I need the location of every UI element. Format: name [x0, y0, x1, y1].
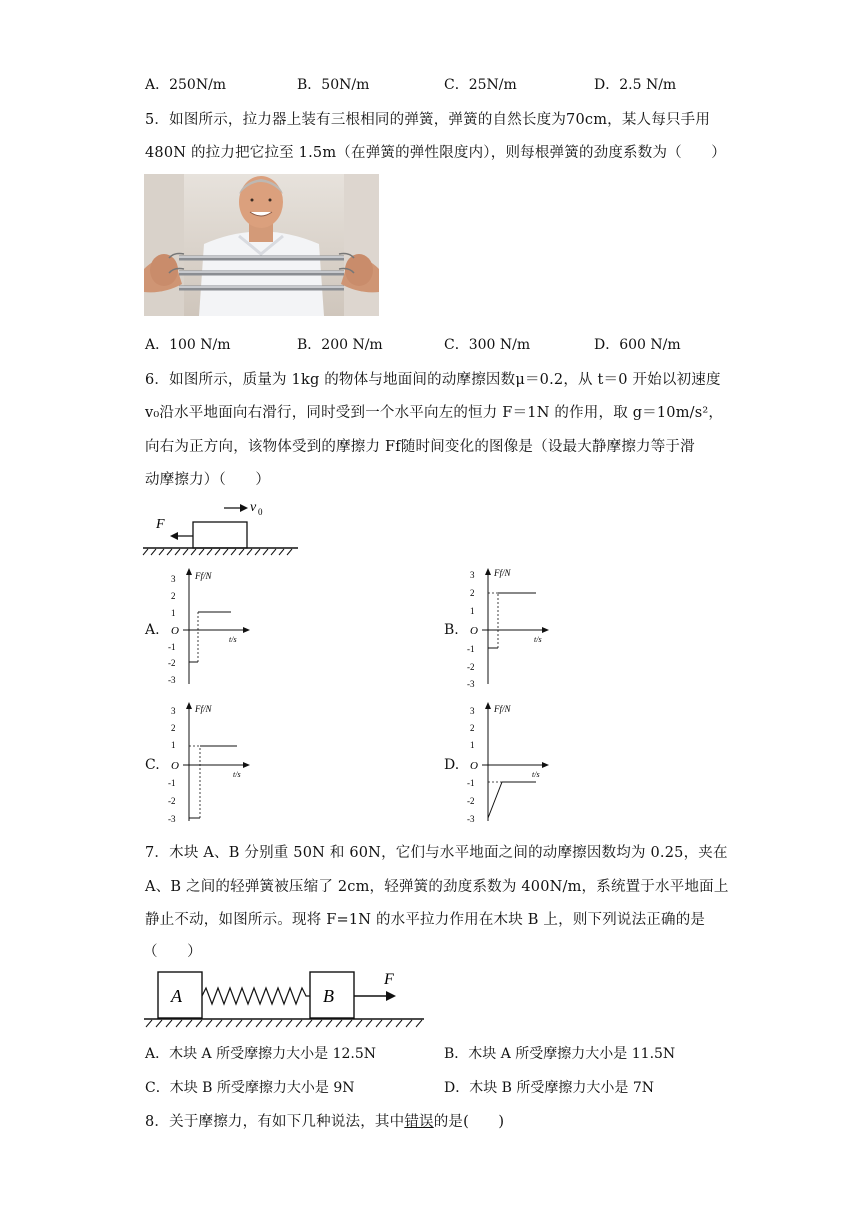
graph-c-tick: 1: [171, 740, 176, 750]
graph-b-tick: -1: [467, 644, 475, 654]
q5-text-line2: 480N 的拉力把它拉至 1.5m（在弹簧的弹性限度内），则每根弹簧的劲度系数为（ ）: [145, 145, 726, 161]
graph-a-tick: -3: [168, 675, 176, 685]
graph-c: [163, 700, 263, 825]
q6-block-figure: [140, 496, 305, 558]
graph-a-label: A.: [145, 622, 160, 638]
graph-c-origin: O: [171, 760, 179, 772]
graph-a-xlabel: t/s: [229, 635, 237, 644]
graph-a-ylabel: Ff/N: [195, 571, 212, 581]
graph-c-tick: 3: [171, 706, 176, 716]
graph-a-tick: 2: [171, 591, 176, 601]
graph-d-tick: 3: [470, 706, 475, 716]
graph-b-tick: -2: [467, 662, 475, 672]
q5-option-c: C．300 N/m: [444, 337, 531, 353]
graph-d-tick: -2: [467, 796, 475, 806]
q7-option-d: D．木块 B 所受摩擦力大小是 7N: [444, 1080, 655, 1096]
q5-option-a: A．100 N/m: [145, 337, 231, 353]
graph-b-tick: 3: [470, 570, 475, 580]
graph-a-tick: -1: [168, 642, 176, 652]
graph-c-tick: -3: [168, 814, 176, 824]
q6-text-line4: 动摩擦力）（ ）: [145, 472, 271, 488]
graph-b-tick: -3: [467, 679, 475, 688]
q7-text-line1: 7．木块 A、B 分别重 50N 和 60N，它们与水平地面之间的动摩擦因数均为 0.25，夹在: [145, 845, 728, 861]
graph-c-tick: -2: [168, 796, 176, 806]
graph-c-xlabel: t/s: [233, 770, 241, 779]
graph-c-tick: -1: [168, 778, 176, 788]
graph-a-tick: 3: [171, 574, 176, 584]
graph-c-ylabel: Ff/N: [195, 704, 212, 714]
graph-b-xlabel: t/s: [534, 635, 542, 644]
q7-text-line4: （ ）: [143, 944, 202, 960]
q7-option-b: B．木块 A 所受摩擦力大小是 11.5N: [444, 1046, 676, 1062]
graph-b-tick: 1: [470, 606, 475, 616]
graph-d: [462, 700, 562, 825]
graph-a-tick: -2: [168, 658, 176, 668]
q7-block-b-label: B: [323, 986, 334, 1006]
q6-text-line2: v₀沿水平地面向右滑行，同时受到一个水平向左的恒力 F＝1N 的作用，取 g＝10m/s²，: [145, 405, 724, 421]
q5-text-line1: 5．如图所示，拉力器上装有三根相同的弹簧，弹簧的自然长度为70cm，某人每只手用: [145, 112, 711, 128]
graph-d-tick: -3: [467, 814, 475, 824]
q6-force-label: F: [156, 517, 165, 532]
graph-b-label: B.: [444, 622, 459, 638]
q8-prefix: 8．关于摩擦力，有如下几种说法，其中: [145, 1114, 405, 1130]
graph-c-label: C.: [145, 757, 160, 773]
graph-d-tick: 2: [470, 723, 475, 733]
graph-b-origin: O: [470, 625, 478, 637]
graph-a-tick: 1: [171, 608, 176, 618]
q4-option-c: C．25N/m: [444, 77, 517, 93]
graph-d-tick: 1: [470, 740, 475, 750]
q7-option-a: A．木块 A 所受摩擦力大小是 12.5N: [145, 1046, 376, 1062]
q6-text-line3: 向右为正方向，该物体受到的摩擦力 Ff随时间变化的图像是（设最大静摩擦力等于滑: [145, 439, 695, 455]
q4-option-d: D．2.5 N/m: [594, 77, 677, 93]
graph-d-origin: O: [470, 760, 478, 772]
q7-option-c: C．木块 B 所受摩擦力大小是 9N: [145, 1080, 355, 1096]
q7-spring-figure: [142, 966, 427, 1030]
q4-option-b: B．50N/m: [297, 77, 370, 93]
q8-suffix: 的是( ): [433, 1114, 505, 1130]
expander-photo: [144, 174, 379, 316]
q4-option-a: A．250N/m: [145, 77, 227, 93]
graph-a-origin: O: [171, 625, 179, 637]
graph-b: [462, 566, 562, 688]
q6-text-line1: 6．如图所示，质量为 1kg 的物体与地面间的动摩擦因数μ＝0.2，从 t＝0 开始以初速度: [145, 372, 721, 388]
graph-c-tick: 2: [171, 723, 176, 733]
graph-d-ylabel: Ff/N: [494, 704, 511, 714]
graph-b-ylabel: Ff/N: [494, 568, 511, 578]
q7-text-line3: 静止不动，如图所示。现将 F=1N 的水平拉力作用在木块 B 上，则下列说法正确的是: [145, 912, 706, 928]
q6-velocity-label: v: [250, 500, 257, 515]
q8-question: [145, 1110, 504, 1131]
graph-a: [163, 566, 263, 688]
q6-velocity-subscript: 0: [258, 507, 263, 517]
graph-d-tick: -1: [467, 778, 475, 788]
graph-b-tick: 2: [470, 588, 475, 598]
q7-block-a-label: A: [171, 986, 182, 1006]
graph-d-xlabel: t/s: [532, 770, 540, 779]
q8-underlined-word: 错误: [404, 1114, 434, 1130]
q7-text-line2: A、B 之间的轻弹簧被压缩了 2cm，轻弹簧的劲度系数为 400N/m，系统置于水平地面上: [145, 879, 729, 895]
graph-d-label: D.: [444, 757, 460, 773]
q5-option-b: B．200 N/m: [297, 337, 383, 353]
q7-force-label: F: [384, 971, 394, 988]
q5-option-d: D．600 N/m: [594, 337, 681, 353]
